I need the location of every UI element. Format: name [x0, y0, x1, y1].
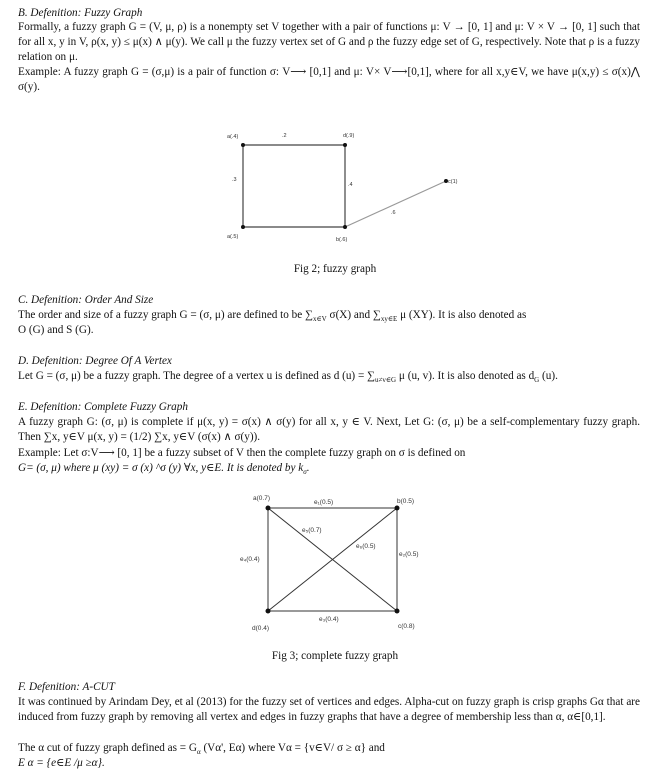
section-b-heading: B. Defenition: Fuzzy Graph	[18, 7, 143, 19]
section-c-text-part: σ(X) and ∑	[326, 309, 381, 321]
section-d-text-part: Let G = (σ, μ) be a fuzzy graph. The degree of a vertex u is defined as d (u) = ∑	[18, 370, 376, 382]
fig2-vertex-label: a(.5)	[227, 234, 239, 240]
fig3-edge-label: e₃(0.4)	[319, 616, 339, 623]
section-e-definition: A fuzzy graph G: (σ, μ) is complete if μ(x, y) = σ(x) ∧ σ(y) for all x, y ∈ V. Next, Let G: (σ, μ) be a self-complementary fuzzy graph. Then ∑x, y∈V μ(x, y) = (1/2) ∑x, y∈V (σ(x) ∧ σ(y)).	[18, 416, 640, 443]
section-f-line3: E α = {e∈E /μ ≥α}.	[18, 757, 105, 769]
fig2-edge-label: .3	[232, 177, 237, 183]
fig3-edge-label: e₆(0.5)	[356, 543, 376, 550]
section-c-heading: C. Defenition: Order And Size	[18, 294, 154, 306]
fig2-edge-label: .6	[391, 210, 396, 216]
fig2-edge-diagonal	[345, 181, 446, 227]
fig2-vertex-label: c(1)	[448, 179, 458, 185]
fig2-vertex-dot	[241, 143, 245, 147]
section-f-definition: It was continued by Arindam Dey, et al (2013) for the fuzzy set of vertices and edges. Alpha-cut on fuzzy graph is crisp graphs Gα that are induced from fuzzy graph by removing all vertex and edges in fuzzy graphs that have a degree of membership less than α, α∈[0,1].	[18, 696, 640, 723]
fig3-vertex-dot	[395, 506, 400, 511]
fig3-vertex-label: b(0.5)	[397, 498, 414, 505]
fig3-edge-label: e₄(0.4)	[240, 556, 260, 563]
section-f-text-part: (Vα', Eα) where Vα = {v∈V/ σ ≥ α} and	[200, 742, 385, 754]
fig3-vertex-dot	[266, 609, 271, 614]
section-e-example-part: G= (σ, μ) where μ (xy) = σ (x) ^σ (y) ∀x, y∈E. It is denoted by k	[18, 462, 304, 474]
fig3-edge-label: e₂(0.5)	[399, 551, 419, 558]
fig2-vertex-label: a(.4)	[227, 134, 239, 140]
fig2-vertex-dot	[241, 225, 245, 229]
section-e-sub: σ	[303, 468, 307, 477]
section-d-sub: G	[534, 376, 540, 385]
fig3-vertex-label: c(0.8)	[398, 623, 415, 630]
fig2-edge-label: .4	[348, 182, 353, 188]
section-d-text	[18, 369, 640, 388]
fig3-caption: Fig 3; complete fuzzy graph	[271, 650, 399, 662]
fig3-complete-fuzzy-graph	[240, 495, 419, 632]
fig2-vertex-dot	[343, 225, 347, 229]
section-c-sub: xy∈E	[380, 315, 398, 324]
fig3-edge-label: e₁(0.5)	[314, 499, 334, 506]
section-c-text-part: The order and size of a fuzzy graph G = (σ, μ) are defined to be ∑	[18, 309, 313, 321]
section-f-text-part: The α cut of fuzzy graph defined as = G	[18, 742, 197, 754]
section-f-heading: F. Defenition: A-CUT	[18, 681, 115, 693]
section-b-definition: Formally, a fuzzy graph G = (V, μ, ρ) is a nonempty set V together with a pair of functions μ: V → [0, 1] and μ: V × V → [0, 1] such that for all x, y in V, ρ(x, y) ≤ μ(x) ∧ μ(y). We call μ the fuzzy vertex set of G and ρ the fuzzy edge set of G, respectively. Note that ρ is a fuzzy relation on μ.	[18, 21, 640, 63]
section-c-text-part: μ (XY). It is also denoted as	[397, 309, 527, 321]
section-d-text-part: (u).	[539, 370, 558, 382]
section-d-heading: D. Defenition: Degree Of A Vertex	[18, 355, 172, 367]
fig3-vertex-dot	[266, 506, 271, 511]
fig2-vertex-dot	[343, 143, 347, 147]
fig2-caption: Fig 2; fuzzy graph	[293, 263, 377, 275]
section-e-heading: E. Defenition: Complete Fuzzy Graph	[18, 401, 188, 413]
section-c-text-line2: O (G) and S (G).	[18, 324, 94, 336]
section-d-sub: u≠v∈G	[375, 376, 397, 385]
section-e-example-line1: Example: Let σ:V⟶ [0, 1] be a fuzzy subset of V then the complete fuzzy graph on σ is defined on	[18, 447, 466, 459]
section-f-sub: α	[196, 748, 201, 757]
section-d-text-part: μ (u, v). It is also denoted as d	[396, 370, 535, 382]
fig3-vertex-label: a(0.7)	[253, 495, 270, 502]
section-b-example: Example: A fuzzy graph G = (σ,μ) is a pair of function σ: V⟶ [0,1] and μ: V× V⟶[0,1], where for all x,y∈V, we have μ(x,y) ≤ σ(x)⋀ σ(y).	[18, 66, 640, 93]
section-e-example-line2	[18, 461, 640, 480]
fig2-vertex-label: d(.9)	[343, 133, 355, 139]
fig3-vertex-label: d(0.4)	[252, 625, 269, 632]
section-e-example-part: .	[306, 462, 310, 474]
fig2-vertex-label: b(.6)	[336, 237, 348, 243]
section-c-sub: x∈V	[313, 315, 327, 324]
fig2-edge-label: .2	[282, 133, 287, 139]
fig3-vertex-dot	[395, 609, 400, 614]
fig3-edge-label: e₅(0.7)	[302, 527, 322, 534]
